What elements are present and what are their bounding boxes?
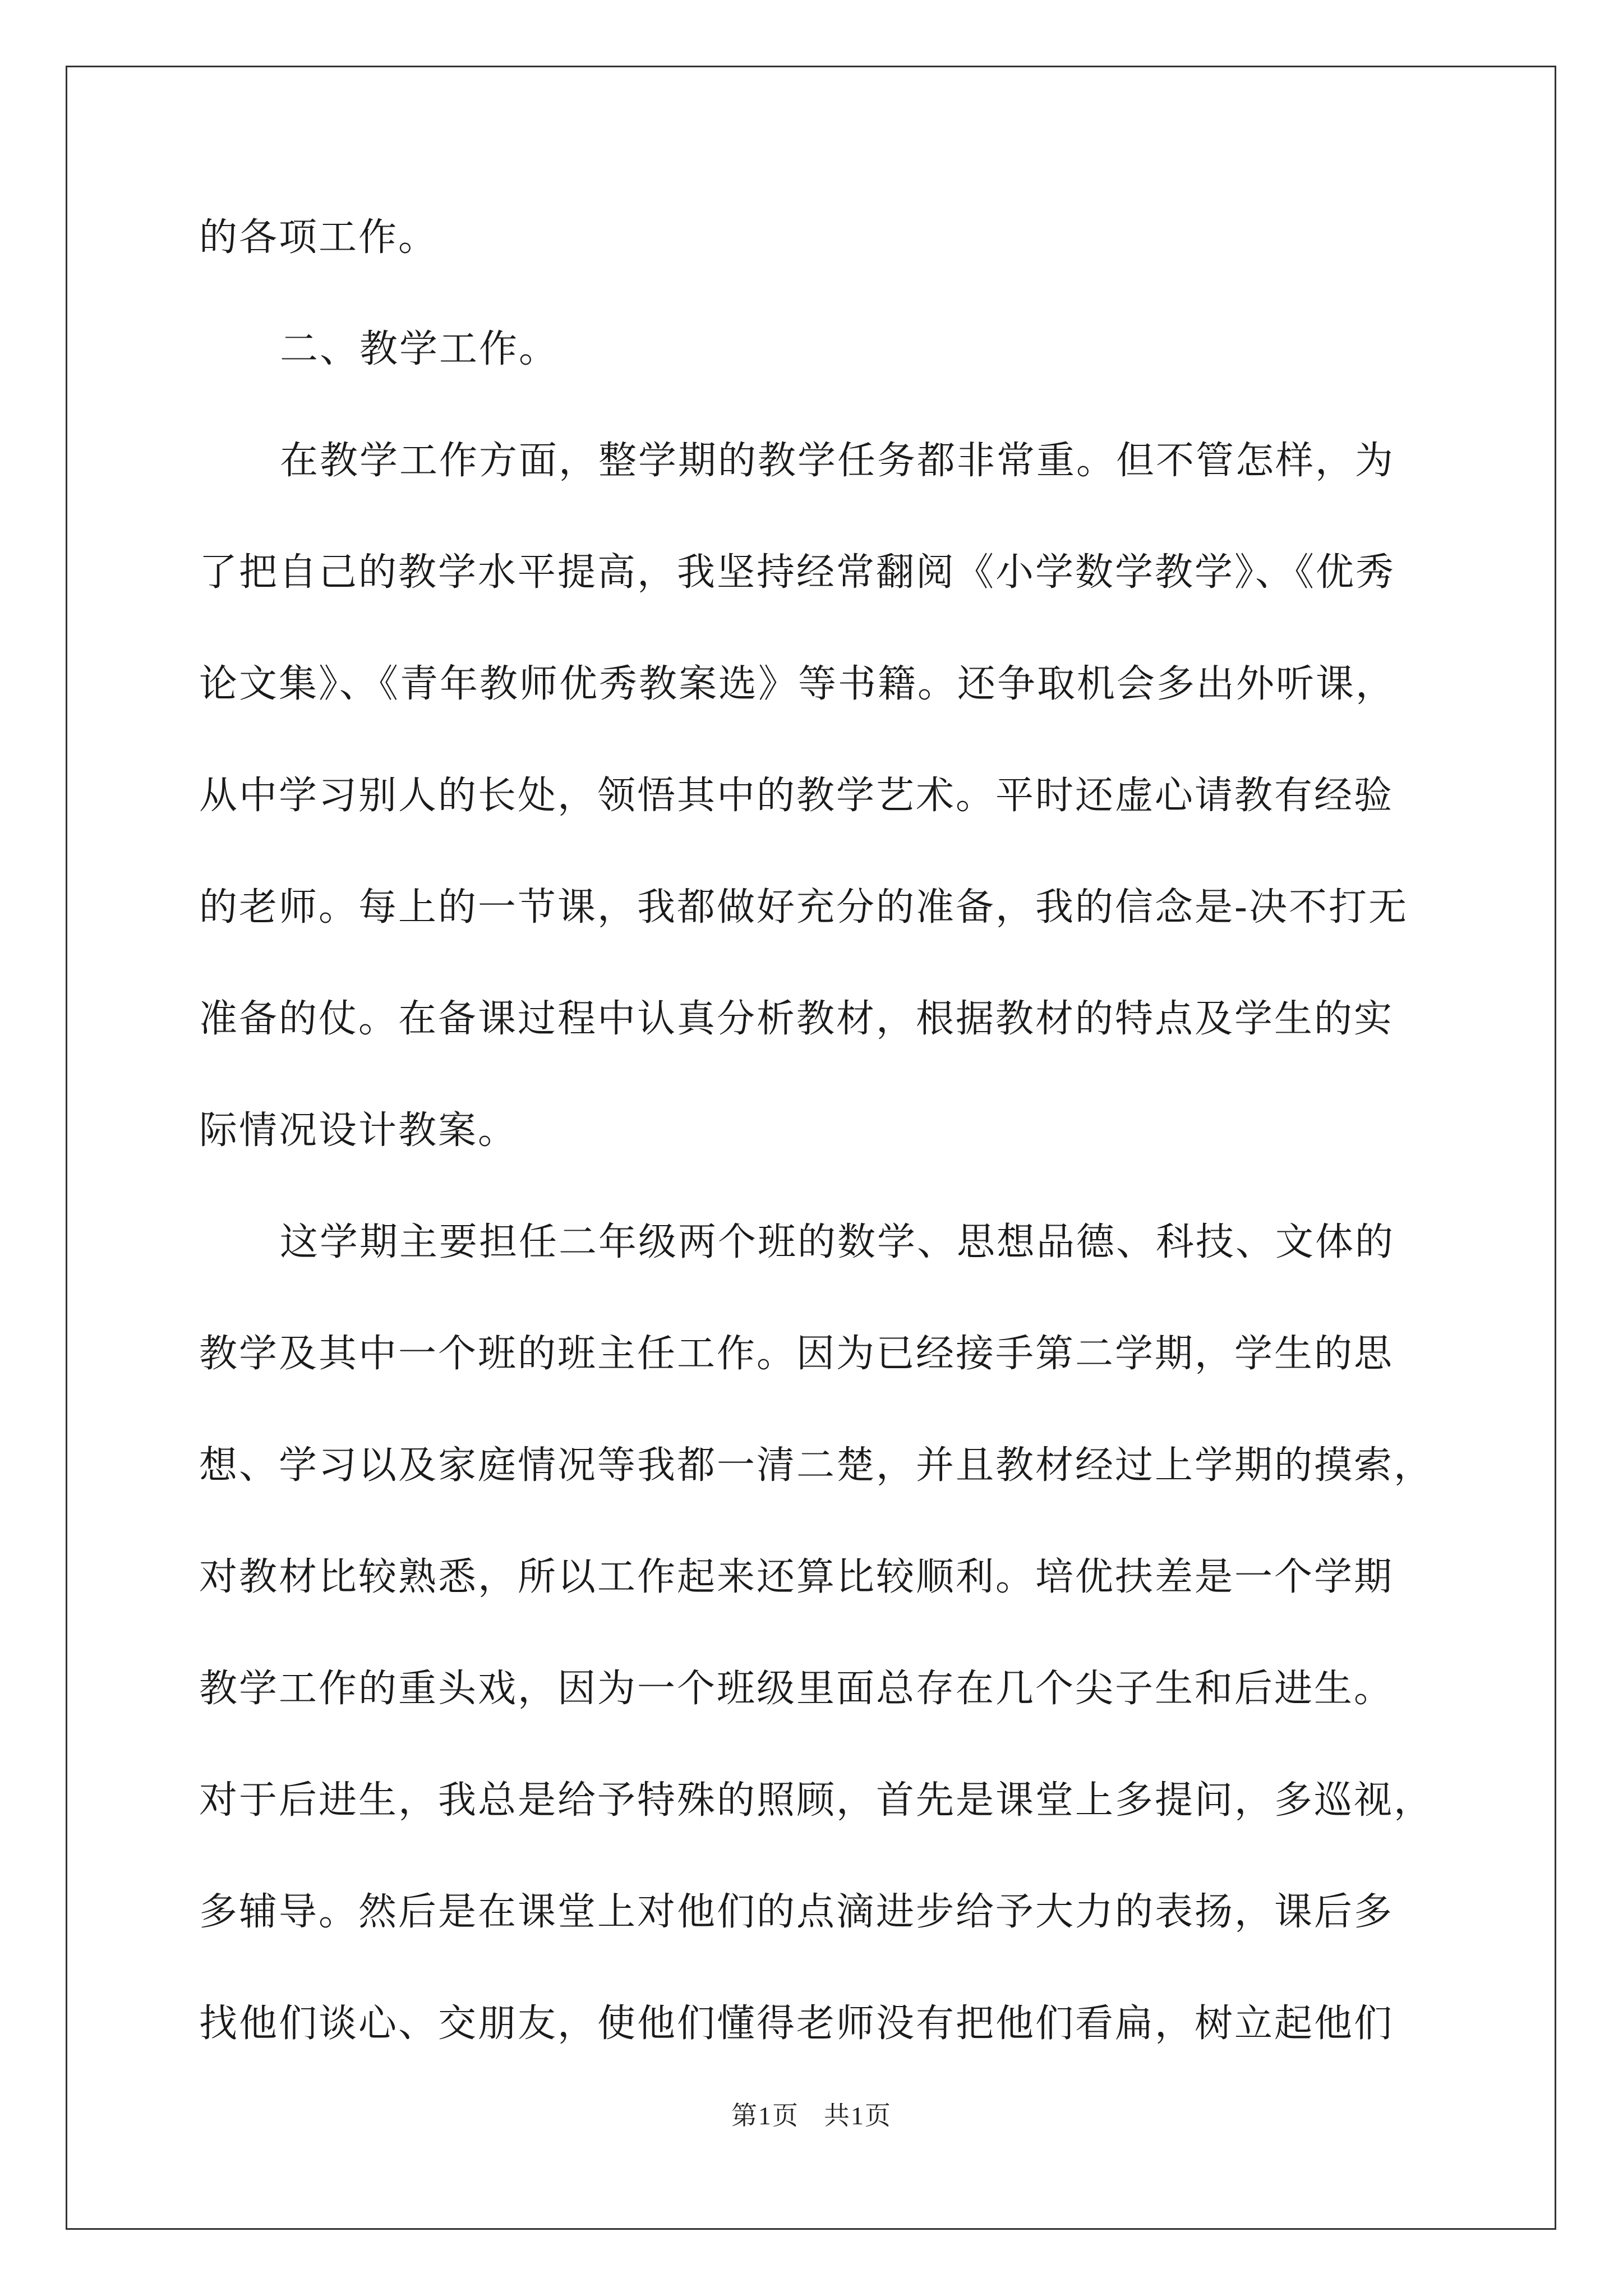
- text-line: 了把自己的教学水平提高，我坚持经常翻阅《小学数学教学》、《优秀: [199, 550, 1396, 595]
- document-body: [199, 215, 1435, 2116]
- text-line: 论文集》、《青年教师优秀教案选》等书籍。还争取机会多出外听课，: [199, 662, 1396, 706]
- page-number: 第1页: [731, 2101, 799, 2130]
- text-line: 从中学习别人的长处，领悟其中的教学艺术。平时还虚心请教有经验: [199, 774, 1394, 818]
- text-line: 在教学工作方面，整学期的教学任务都非常重。但不管怎样，为: [280, 439, 1395, 483]
- text-line: 教学及其中一个班的班主任工作。因为已经接手第二学期，学生的思: [199, 1332, 1394, 1376]
- text-line: 的各项工作。: [199, 215, 439, 260]
- page-total: 共1页: [824, 2101, 892, 2130]
- text-line: 多辅导。然后是在课堂上对他们的点滴进步给予大力的表扬，课后多: [199, 1890, 1394, 1934]
- text-line: 的老师。每上的一节课，我都做好充分的准备，我的信念是-决不打无: [199, 885, 1408, 930]
- text-line: 准备的仗。在备课过程中认真分析教材，根据教材的特点及学生的实: [199, 997, 1394, 1041]
- text-line: 际情况设计教案。: [199, 1108, 518, 1153]
- text-line: 教学工作的重头戏，因为一个班级里面总存在几个尖子生和后进生。: [199, 1667, 1394, 1711]
- text-line: 对于后进生，我总是给予特殊的照顾，首先是课堂上多提问，多巡视，: [199, 1778, 1434, 1823]
- page-footer: [0, 2095, 1623, 2132]
- text-line: 想、学习以及家庭情况等我都一清二楚，并且教材经过上学期的摸索，: [199, 1443, 1434, 1488]
- text-line: 二、教学工作。: [280, 327, 559, 371]
- text-line: 这学期主要担任二年级两个班的数学、思想品德、科技、文体的: [280, 1220, 1395, 1264]
- text-line: 找他们谈心、交朋友，使他们懂得老师没有把他们看扁，树立起他们: [199, 2001, 1394, 2046]
- text-line: 对教材比较熟悉，所以工作起来还算比较顺利。培优扶差是一个学期: [199, 1555, 1394, 1599]
